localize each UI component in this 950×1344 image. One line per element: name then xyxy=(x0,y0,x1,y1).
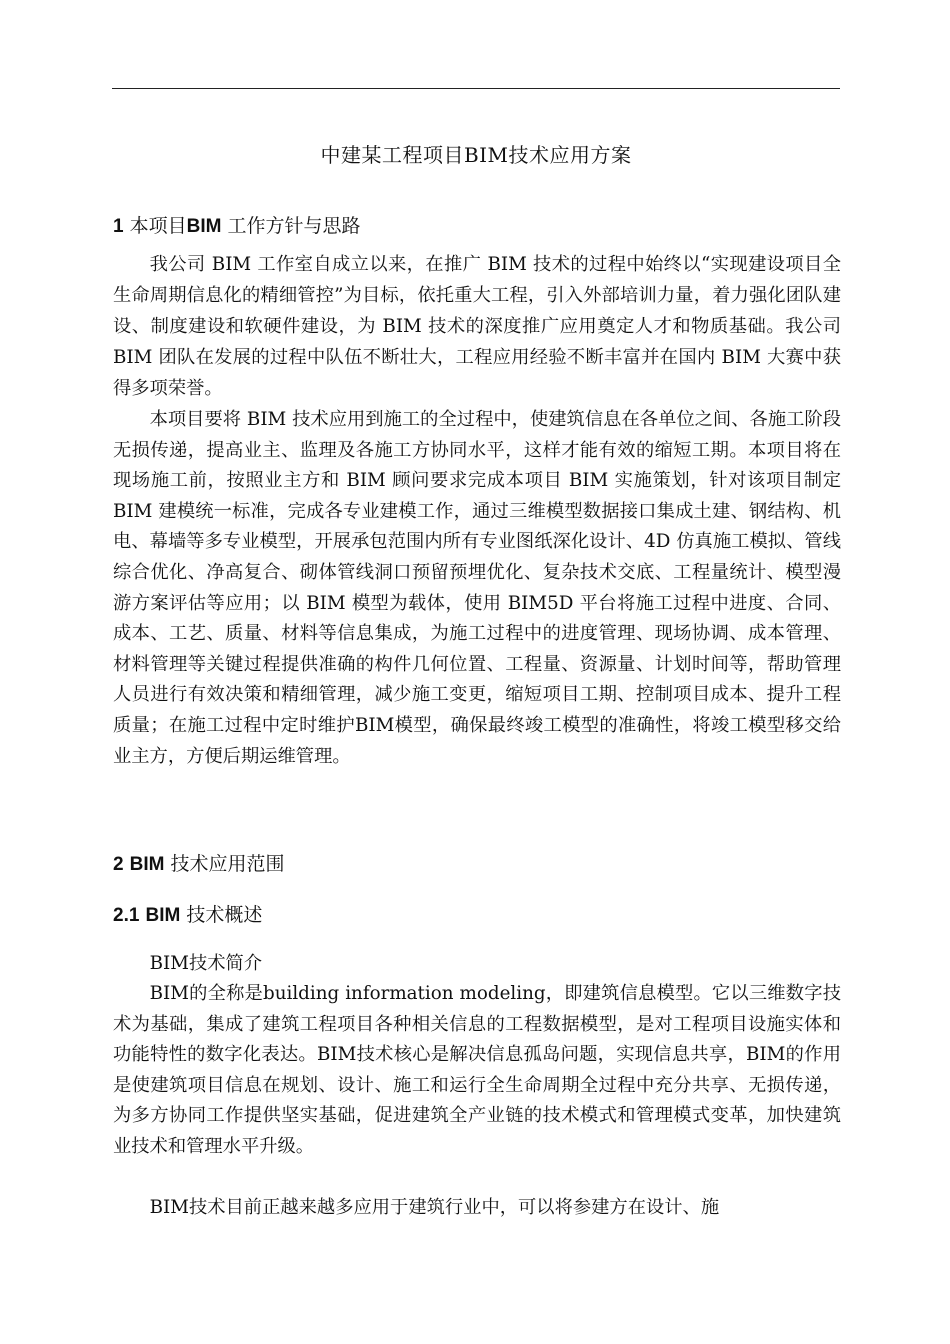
header-rule xyxy=(112,88,840,89)
section-2-heading xyxy=(113,849,285,880)
section-2-1-bim: BIM xyxy=(145,905,181,926)
bim-intro-subheading: BIM技术简介 xyxy=(149,953,263,974)
section-1-number: 1 xyxy=(113,216,124,237)
section-1-heading xyxy=(113,211,361,242)
section-2-suffix: 技术应用范围 xyxy=(170,853,285,875)
document-title: 中建某工程项目BIM技术应用方案 xyxy=(320,143,632,167)
section-2-number: 2 xyxy=(113,854,124,875)
section-2-1-paragraph-2: BIM技术目前正越来越多应用于建筑行业中，可以将参建方在设计、施 xyxy=(149,1197,720,1218)
section-2-1-suffix: 技术概述 xyxy=(186,904,263,926)
section-1-suffix: 工作方针与思路 xyxy=(227,215,361,237)
section-2-bim: BIM xyxy=(129,854,165,875)
section-1-paragraph-1: 我公司 BIM 工作室自成立以来，在推广 BIM 技术的过程中始终以“实现建设项目全生命周期信息化的精细管控”为目标，依托重大工程，引入外部培训力量，着力强化团队建设、制度建设和软硬件建设，为 BIM 技术的深度推广应用奠定人才和物质基础。我公司 BIM 团队在发展的过程中队伍不断壮大，工程应用经验不断丰富并在国内 BIM 大赛中获得多项荣誉。 xyxy=(113,254,841,399)
section-2-1-heading xyxy=(113,900,262,931)
section-2-1-number: 2.1 xyxy=(113,905,140,926)
section-1-bim: BIM xyxy=(186,216,222,237)
section-2-1-paragraph-1: BIM的全称是building information modeling，即建筑信息模型。它以三维数字技术为基础，集成了建筑工程项目各种相关信息的工程数据模型，是对工程项目设施实体和功能特性的数字化表达。BIM技术核心是解决信息孤岛问题，实现信息共享，BIM的作用是使建筑项目信息在规划、设计、施工和运行全生命周期全过程中充分共享、无损传递，为多方协同工作提供坚实基础，促进建筑全产业链的技术模式和管理模式变革，加快建筑业技术和管理水平升级。 xyxy=(113,983,841,1157)
section-1-prefix: 本项目 xyxy=(129,215,187,237)
section-1-paragraph-2: 本项目要将 BIM 技术应用到施工的全过程中，使建筑信息在各单位之间、各施工阶段无损传递，提高业主、监理及各施工方协同水平，这样才能有效的缩短工期。本项目将在现场施工前，按照业主方和 BIM 顾问要求完成本项目 BIM 实施策划，针对该项目制定 BIM 建模统一标准，完成各专业建模工作，通过三维模型数据接口集成土建、钢结构、机电、幕墙等多专业模型，开展承包范围内所有专业图纸深化设计、4D 仿真施工模拟、管线综合优化、净高复合、砌体管线洞口预留预埋优化、复杂技术交底、工程量统计、模型漫游方案评估等应用；以 BIM 模型为载体，使用 BIM5D 平台将施工过程中进度、合同、成本、工艺、质量、材料等信息集成，为施工过程中的进度管理、现场协调、成本管理、材料管理等关键过程提供准确的构件几何位置、工程量、资源量、计划时间等，帮助管理人员进行有效决策和精细管理，减少施工变更，缩短项目工期、控制项目成本、提升工程质量；在施工过程中定时维护BIM模型，确保最终竣工模型的准确性，将竣工模型移交给业主方，方便后期运维管理。 xyxy=(113,409,841,767)
